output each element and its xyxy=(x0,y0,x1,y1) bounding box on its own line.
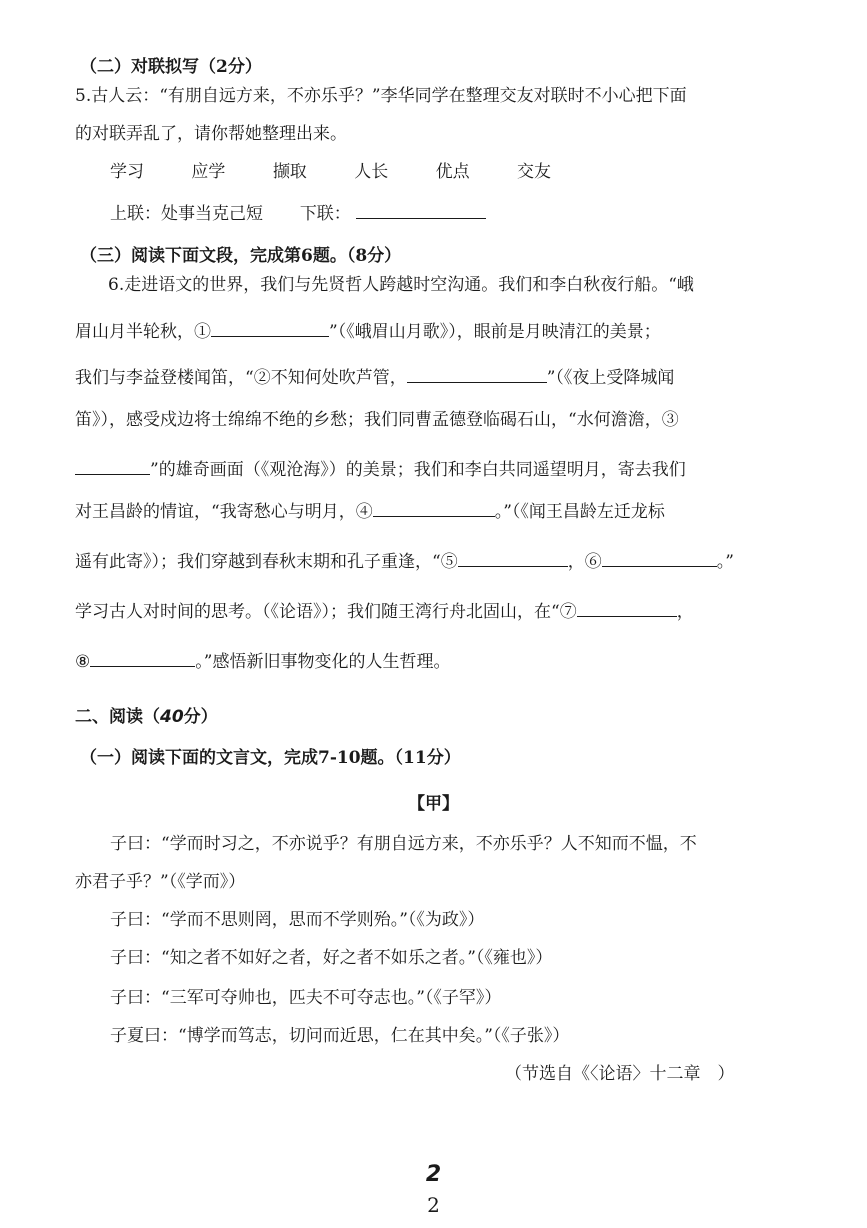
lunyu-line-5: 子夏曰：“博学而笃志，切问而近思，仁在其中矣。”（《子张》） xyxy=(110,1026,570,1046)
blank-1[interactable] xyxy=(211,318,329,337)
lower-couplet-blank[interactable] xyxy=(356,200,486,219)
question-6-line-2: 眉山月半轮秋，① ”（《峨眉山月歌》），眼前是月映清江的美景； xyxy=(75,318,661,344)
handwritten-score: 40 xyxy=(160,707,184,727)
blank-5[interactable] xyxy=(458,548,568,567)
question-6-line-9: ⑧ 。”感悟新旧事物变化的人生哲理。 xyxy=(75,648,450,674)
part-2-heading: 二、阅读（40分） xyxy=(75,707,218,727)
blank-4[interactable] xyxy=(373,498,495,517)
couplet-word: 撷取 xyxy=(272,162,307,182)
question-5-line-1: 5.古人云：“有朋自远方来，不亦乐乎？”李华同学在整理交友对联时不小心把下面 xyxy=(75,86,687,106)
question-6-line-3: 我们与李益登楼闻笛，“②不知何处吹芦管， ”（《夜上受降城闻 xyxy=(75,364,674,390)
couplet-word-list xyxy=(110,160,593,184)
lower-couplet-label: 下联： xyxy=(299,204,351,224)
question-6-line-5: ”的雄奇画面（《观沧海》）的美景；我们和李白共同遥望明月，寄去我们 xyxy=(75,456,686,482)
passage-label-jia: 【甲】 xyxy=(408,794,459,814)
question-6-line-7: 遥有此寄》）；我们穿越到春秋末期和孔子重逢，“⑤ ，⑥ 。” xyxy=(75,548,734,574)
blank-6[interactable] xyxy=(602,548,717,567)
handwritten-page-number: 2 xyxy=(425,1162,442,1187)
lunyu-line-2: 子曰：“学而不思则罔，思而不学则殆。”（《为政》） xyxy=(110,910,485,930)
couplet-word: 优点 xyxy=(435,162,470,182)
couplet-word: 人长 xyxy=(354,162,389,182)
couplet-lines xyxy=(110,200,486,226)
blank-7[interactable] xyxy=(577,598,677,617)
page-number: 2 xyxy=(427,1193,440,1217)
lunyu-line-1-cont: 亦君子乎？”（《学而》） xyxy=(75,872,246,892)
lunyu-line-4: 子曰：“三军可夺帅也，匹夫不可夺志也。”（《子罕》） xyxy=(110,988,502,1008)
question-6-line-4: 笛》），感受戍边将士绵绵不绝的乡愁；我们同曹孟德登临碣石山，“水何澹澹，③ xyxy=(75,410,679,430)
question-6-line-8: 学习古人对时间的思考。（《论语》）；我们随王湾行舟北固山，在“⑦ ， xyxy=(75,598,694,624)
lunyu-line-3: 子曰：“知之者不如好之者，好之者不如乐之者。”（《雍也》） xyxy=(110,948,553,968)
source-note: （节选自《〈论语〉十二章 ） xyxy=(505,1064,735,1084)
couplet-word: 应学 xyxy=(191,162,226,182)
section-heading-classical: （一）阅读下面的文言文，完成7-10题。（11分） xyxy=(80,748,461,768)
question-5-line-2: 的对联弄乱了，请你帮她整理出来。 xyxy=(75,124,347,144)
upper-couplet: 上联：处事当克己短 xyxy=(110,204,263,224)
blank-3[interactable] xyxy=(75,456,150,475)
section-heading-couplet: （二）对联拟写（2分） xyxy=(80,57,262,77)
question-6-line-1: 6.走进语文的世界，我们与先贤哲人跨越时空沟通。我们和李白秋夜行船。“峨 xyxy=(108,275,694,295)
couplet-word: 学习 xyxy=(110,162,144,182)
couplet-word: 交友 xyxy=(517,162,552,182)
question-6-line-6: 对王昌龄的情谊，“我寄愁心与明月，④ 。”（《闻王昌龄左迁龙标 xyxy=(75,498,665,524)
blank-2[interactable] xyxy=(407,364,547,383)
lunyu-line-1: 子曰：“学而时习之，不亦说乎？有朋自远方来，不亦乐乎？人不知而不愠，不 xyxy=(110,834,697,854)
section-heading-reading: （三）阅读下面文段，完成第6题。（8分） xyxy=(80,246,402,266)
blank-8[interactable] xyxy=(90,648,195,667)
